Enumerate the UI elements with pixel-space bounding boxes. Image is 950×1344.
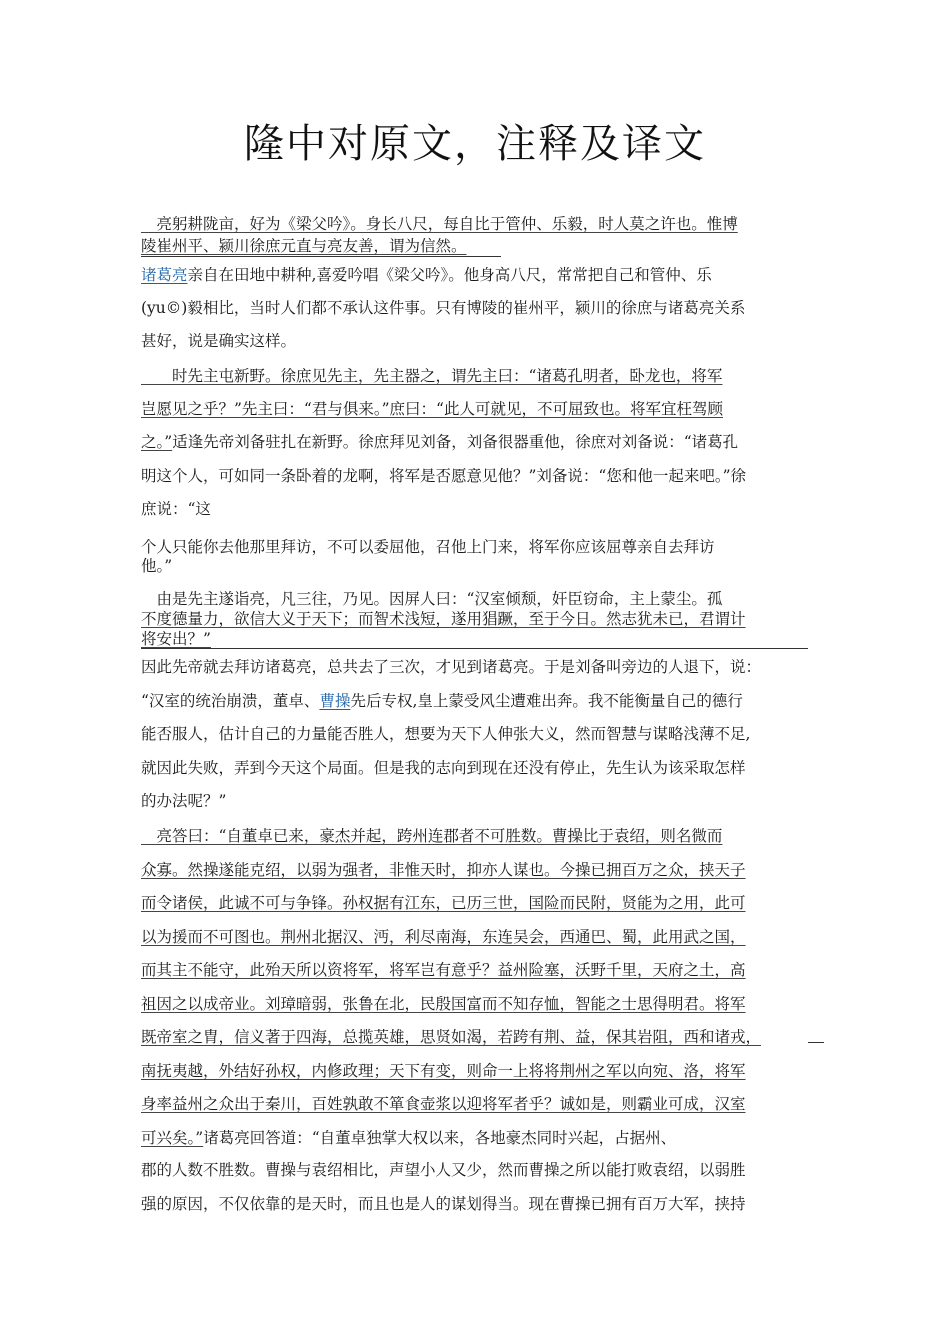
- text-line: [141, 432, 809, 452]
- text-line: 以为援而不可图也。荆州北据汉、沔，利尽南海，东连吴会，西通巴、蜀，此用武之国，: [141, 928, 746, 946]
- text-line: 而令诸侯，此诚不可与争锋。孙权据有江东，已历三世，国险而民附，贤能为之用，此可: [141, 894, 746, 912]
- line-text: 适逢先帝刘备驻扎在新野。徐庶拜见刘备，刘备很器重他，徐庶对刘备说：“诸葛孔: [172, 433, 739, 451]
- text-line: 时先主屯新野。徐庶见先主，先主器之，谓先主曰：“诸葛孔明者，卧龙也，将军: [141, 367, 723, 385]
- underline-rule: [141, 648, 808, 649]
- text-line: (yu©)毅相比，当时人们都不承认这件事。只有博陵的崔州平，颍川的徐庶与诸葛亮关系: [141, 299, 746, 317]
- orig-text: 可兴矣。”: [141, 1129, 204, 1147]
- text-line: 不度德量力，欲信大义于天下；而智术浅短，遂用猖蹶，至于今日。然志犹未已，君谓计: [141, 610, 746, 628]
- orig-text: 之。”: [141, 433, 173, 451]
- line-text: 先后专权,皇上蒙受风尘遭难出奔。我不能衡量自己的德行: [350, 692, 743, 710]
- line-text: 亲自在田地中耕种,喜爱吟唱《梁父吟》。他身高八尺，常常把自己和管仲、乐: [187, 266, 712, 284]
- text-line: 众寡。然操遂能克绍，以弱为强者，非惟天时，抑亦人谋也。今操已拥百万之众，挟天子: [141, 861, 746, 879]
- text-line: 庶说：“这: [141, 500, 211, 518]
- text-line: 他。”: [141, 557, 173, 575]
- text-line: [141, 1128, 809, 1148]
- text-line: 将安出？”: [141, 630, 211, 648]
- text-line: 的办法呢？”: [141, 792, 227, 810]
- text-line: 既帝室之胄，信义著于四海，总揽英雄，思贤如渴，若跨有荆、益，保其岩阻，西和诸戎，: [141, 1028, 762, 1046]
- text-line: 甚好，说是确实这样。: [141, 332, 297, 350]
- text-line: 郡的人数不胜数。曹操与袁绍相比，声望小人又少，然而曹操之所以能打败袁绍，以弱胜: [141, 1161, 746, 1179]
- text-line: 个人只能你去他那里拜访，不可以委屈他，召他上门来，将军你应该屈尊亲自去拜访: [141, 538, 715, 556]
- text-line: [141, 691, 809, 711]
- text-line: 陵崔州平、颍川徐庶元直与亮友善，谓为信然。: [141, 237, 467, 255]
- text-line: 明这个人，可如同一条卧着的龙啊，将军是否愿意见他？”刘备说：“您和他一起来吧。”徐: [141, 467, 747, 485]
- text-line: 亮答曰：“自董卓已来，豪杰并起，跨州连郡者不可胜数。曹操比于袁绍，则名微而: [141, 827, 723, 845]
- line-text: 诸葛亮回答道：“自董卓独掌大权以来，各地豪杰同时兴起，占据州、: [203, 1129, 677, 1147]
- link-caocao[interactable]: 曹操: [319, 692, 351, 710]
- underline-rule: [808, 1042, 824, 1043]
- line-text: “汉室的统治崩溃，董卓、: [141, 692, 320, 710]
- text-line: [141, 265, 809, 285]
- text-line: 身率益州之众出于秦川，百姓孰敢不箪食壶浆以迎将军者乎？诚如是，则霸业可成，汉室: [141, 1095, 746, 1113]
- page-title: 隆中对原文，注释及译文: [244, 121, 706, 167]
- underline-rule: [141, 256, 501, 257]
- text-line: 由是先主遂诣亮，凡三往，乃见。因屏人曰：“汉室倾颓，奸臣窃命，主上蒙尘。孤: [141, 590, 723, 608]
- text-line: 强的原因，不仅依靠的是天时，而且也是人的谋划得当。现在曹操已拥有百万大军，挟持: [141, 1195, 746, 1213]
- link-zhugeliang[interactable]: 诸葛亮: [141, 266, 188, 284]
- text-line: 亮躬耕陇亩，好为《梁父吟》。身长八尺，每自比于管仲、乐毅，时人莫之许也。惟博: [141, 215, 738, 233]
- text-line: 能否服人，估计自己的力量能否胜人，想要为天下人伸张大义，然而智慧与谋略浅薄不足,: [141, 725, 751, 743]
- text-line: 就因此失败，弄到今天这个局面。但是我的志向到现在还没有停止，先生认为该采取怎样: [141, 759, 746, 777]
- text-line: 而其主不能守，此殆天所以资将军，将军岂有意乎？益州险塞，沃野千里，天府之土，高: [141, 961, 746, 979]
- text-line: 岂愿见之乎？”先主曰：“君与俱来。”庶曰：“此人可就见，不可屈致也。将军宜枉驾顾: [141, 400, 723, 418]
- text-line: 因此先帝就去拜访诸葛亮，总共去了三次，才见到诸葛亮。于是刘备叫旁边的人退下，说：: [141, 658, 762, 676]
- text-line: 南抚夷越，外结好孙权，内修政理；天下有变，则命一上将将荆州之军以向宛、洛，将军: [141, 1062, 746, 1080]
- text-line: 祖因之以成帝业。刘璋暗弱，张鲁在北，民殷国富而不知存恤，智能之士思得明君。将军: [141, 995, 746, 1013]
